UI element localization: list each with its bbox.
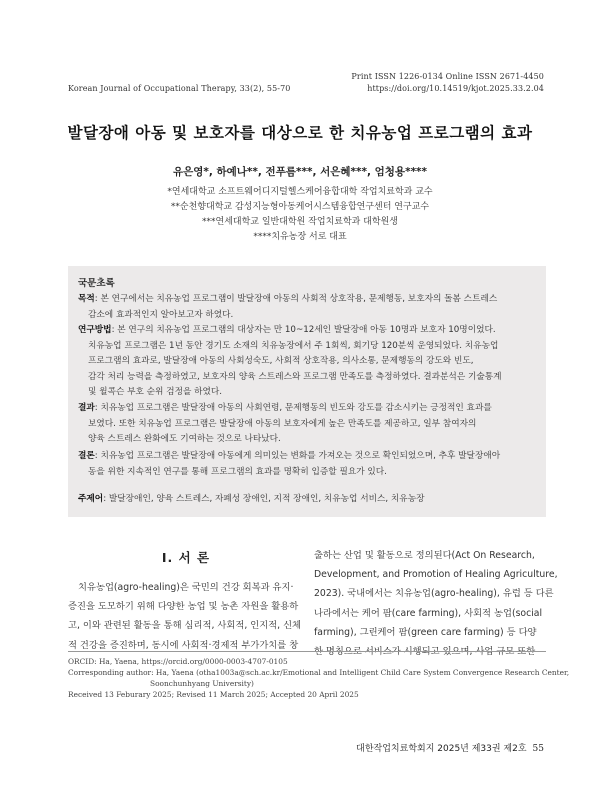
abstract-heading: 국문초록 [78, 278, 115, 289]
page-number: 55 [532, 744, 544, 754]
footnote-divider [68, 651, 546, 652]
body-line: 2023). 국내에서는 치유농업(agro-healing), 유럽 등 다른 [314, 588, 554, 600]
methods-line: : 본 연구의 치유농업 프로그램의 대상자는 만 10~12세인 발달장애 아동 10명과 보호자 10명이었다. [111, 325, 496, 335]
body-right-column [314, 546, 558, 661]
received-dates: Received 13 Feburary 2025; Revised 11 March 2025; Accepted 20 April 2025 [68, 690, 359, 699]
body-line: farming), 그린케어 팜(green care farming) 등 다양 [314, 626, 537, 638]
section-heading: Ⅰ. 서 론 [161, 550, 211, 565]
results-line: 보였다. 또한 치유농업 프로그램은 발달장애 아동의 보호자에게 높은 만족도를 제공하고, 일부 참여자의 [88, 418, 477, 429]
abstract-results [78, 401, 538, 448]
affiliation-2: **순천향대학교 감성지능형아동케어시스템융합연구센터 연구교수 [170, 202, 430, 212]
body-line: 한 명칭으로 서비스가 시행되고 있으며, 사업 규모 또한 [314, 646, 536, 658]
results-line: 양육 스트레스 완화에도 기여하는 것으로 나타났다. [88, 434, 281, 445]
results-label: 결과 [78, 403, 95, 413]
abstract-methods [78, 323, 538, 401]
purpose-label: 목적 [78, 294, 95, 304]
body-line: Development, and Promotion of Healing Agriculture, [314, 569, 558, 581]
methods-line: 프로그램의 효과로, 발달장애 아동의 사회성숙도, 사회적 상호작용, 의사소통, 문제행동의 강도와 빈도, [88, 356, 474, 367]
methods-label: 연구방법 [78, 325, 112, 335]
abstract-conclusion [78, 449, 538, 480]
paper-title: 발달장애 아동 및 보호자를 대상으로 한 치유농업 프로그램의 효과 [67, 124, 533, 142]
results-line: : 치유농업 프로그램은 발달장애 아동의 사회연령, 문제행동의 빈도와 강도를 감소시키는 긍정적인 효과를 [94, 403, 492, 413]
author-list: 유은영*, 하예나**, 전푸름***, 서은혜***, 엄청용**** [172, 166, 428, 178]
affiliation-1: *연세대학교 소프트웨어디지털헬스케어융합대학 작업치료학과 교수 [167, 187, 433, 197]
orcid-note: ORCID: Ha, Yaena, https://orcid.org/0000-0003-4707-0105 [68, 657, 288, 666]
body-line: 적 건강을 증진하며, 동시에 사회적·경제적 부가가치를 창 [68, 639, 299, 651]
body-left-column [68, 578, 304, 655]
body-line: 출하는 산업 및 활동으로 정의된다(Act On Research, [314, 550, 535, 561]
journal-issue: 대한작업치료학회지 2025년 제33권 제2호 [356, 744, 527, 754]
corresponding-author-note: Corresponding author: Ha, Yaena (otha1003a@sch.ac.kr/Emotional and Intelligent Child Care System Convergence Research Center, [68, 668, 570, 677]
affiliation-4: ****치유농장 서로 대표 [253, 232, 347, 242]
body-line: 치유농업(agro-healing)은 국민의 건강 회복과 유지· [78, 582, 294, 593]
corresponding-author-note-cont: Soonchunhyang University) [150, 679, 254, 688]
conclusion-line: : 치유농업 프로그램은 발달장애 아동에게 의미있는 변화를 가져오는 것으로 확인되었으며, 추후 발달장애아 [94, 451, 501, 461]
conclusion-line: 동을 위한 지속적인 연구를 통해 프로그램의 효과를 명확히 입증할 필요가 있다. [88, 466, 387, 477]
methods-line: 치유농업 프로그램은 1년 동안 경기도 소재의 치유농장에서 주 1회씩, 회기당 120분씩 운영되었다. 치유농업 [88, 340, 499, 351]
body-line: 나라에서는 케어 팜(care farming), 사회적 농업(social [314, 607, 543, 619]
issn-line: Print ISSN 1226-0134 Online ISSN 2671-4450 [351, 72, 544, 81]
purpose-line: : 본 연구에서는 치유농업 프로그램이 발달장애 아동의 사회적 상호작용, 문제행동, 보호자의 돌봄 스트레스 [94, 294, 498, 304]
abstract-purpose [78, 292, 538, 323]
body-line: 고, 이와 관련된 활동을 통해 심리적, 사회적, 인지적, 신체 [68, 620, 302, 632]
purpose-line: 감소에 효과적인지 알아보고자 하였다. [88, 309, 234, 320]
body-line: 증진을 도모하기 위해 다양한 농업 및 농촌 자원을 활용하 [68, 601, 299, 613]
methods-line: 및 윌콕슨 부호 순위 검정을 하였다. [88, 387, 223, 398]
journal-citation: Korean Journal of Occupational Therapy, 33(2), 55-70 [68, 84, 291, 93]
methods-line: 감각 처리 능력을 측정하였고, 보호자의 양육 스트레스와 프로그램 만족도를 측정하였다. 결과분석은 기술통계 [88, 371, 502, 382]
doi-link[interactable]: https://doi.org/10.14519/kjot.2025.33.2.04 [367, 84, 544, 93]
keywords-label: 주제어 [78, 494, 104, 504]
keywords [78, 492, 424, 504]
conclusion-label: 결론 [78, 451, 95, 461]
page-footer [356, 741, 544, 754]
affiliation-3: ***연세대학교 일반대학원 작업치료학과 대학원생 [202, 217, 398, 227]
footnotes [68, 656, 570, 700]
keywords-list: : 발달장애인, 양육 스트레스, 자폐성 장애인, 지적 장애인, 치유농업 서비스, 치유농장 [103, 494, 425, 504]
